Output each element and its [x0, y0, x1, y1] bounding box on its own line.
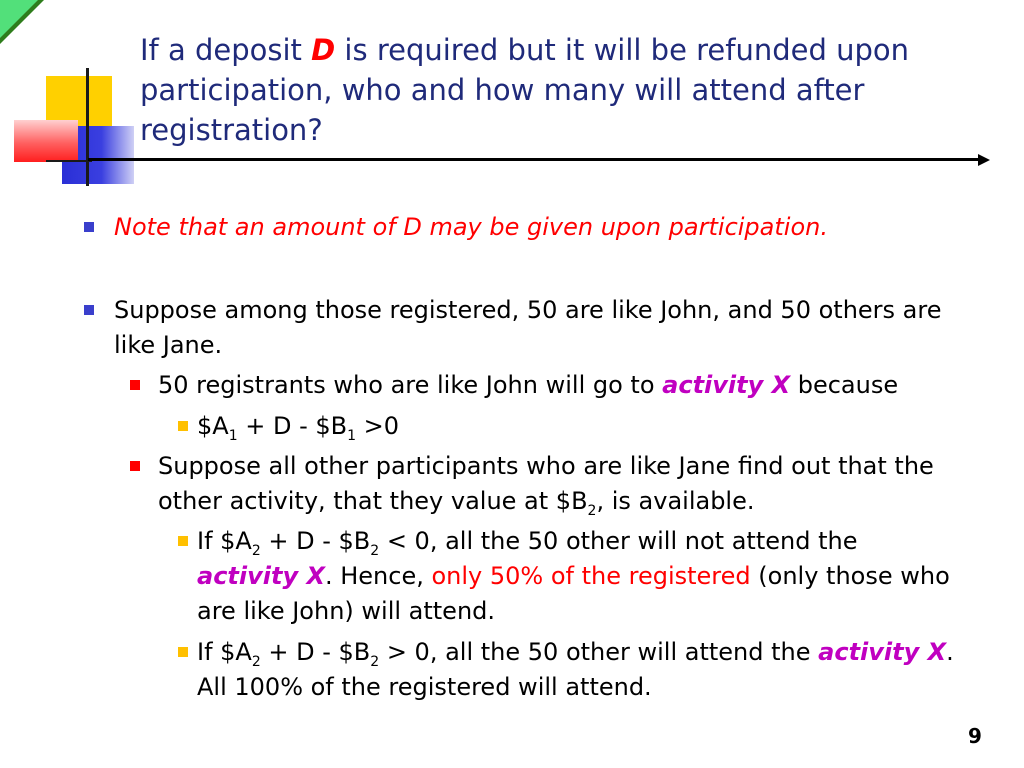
red-square-decoration [14, 120, 78, 162]
corner-triangle-inner-decoration [0, 0, 38, 38]
title-rule-arrowhead [978, 154, 990, 166]
bullet-marker [84, 222, 94, 232]
note-bullet: Note that an amount of D may be given upon participation. [114, 213, 828, 241]
bullet-marker [178, 647, 188, 657]
john-bullet: 50 registrants who are like John will go to activity X because [158, 371, 899, 399]
activity-x-label: activity X [197, 562, 325, 590]
short-line-decoration [46, 160, 92, 162]
suppose-bullet: Suppose among those registered, 50 are like John, and 50 others are like Jane. [114, 296, 942, 359]
title-part2: is required but it will be refunded upon participation, who and how many will attend after registration? [140, 33, 910, 147]
jane-bullet: Suppose all other participants who are like Jane find out that the other activity, that they value at $\$B_2$, is available. [158, 452, 934, 519]
page-number: 9 [968, 724, 982, 748]
slide-title [140, 30, 1000, 150]
activity-x-label: activity X [662, 371, 791, 399]
only-50-percent-highlight: only 50% of the registered [431, 562, 751, 590]
title-rule [88, 158, 980, 161]
case-negative-bullet: If $\$A_2 + D$ - $\$B_2 < 0$, all the 50 other will not attend the activity X. Hence, only 50% of the registered (only those who are like John) will attend. [197, 527, 950, 625]
bullet-marker [130, 380, 140, 390]
bullet-marker [130, 461, 140, 471]
john-inequality: $\$A_1 + D$ - $\$B_1 >0$ [197, 412, 400, 444]
bullet-marker [178, 536, 188, 546]
title-deposit-d: D [311, 33, 336, 67]
vertical-line-decoration [86, 68, 89, 186]
bullet-marker [178, 421, 188, 431]
title-part1: If a deposit [140, 33, 312, 67]
bullet-marker [84, 305, 94, 315]
activity-x-label: activity X [818, 638, 947, 666]
case-positive-bullet: If $\$A_2 + D$ - $\$B_2 > 0$, all the 50 other will attend the activity X. All 100% of the registered will attend. [197, 638, 954, 701]
